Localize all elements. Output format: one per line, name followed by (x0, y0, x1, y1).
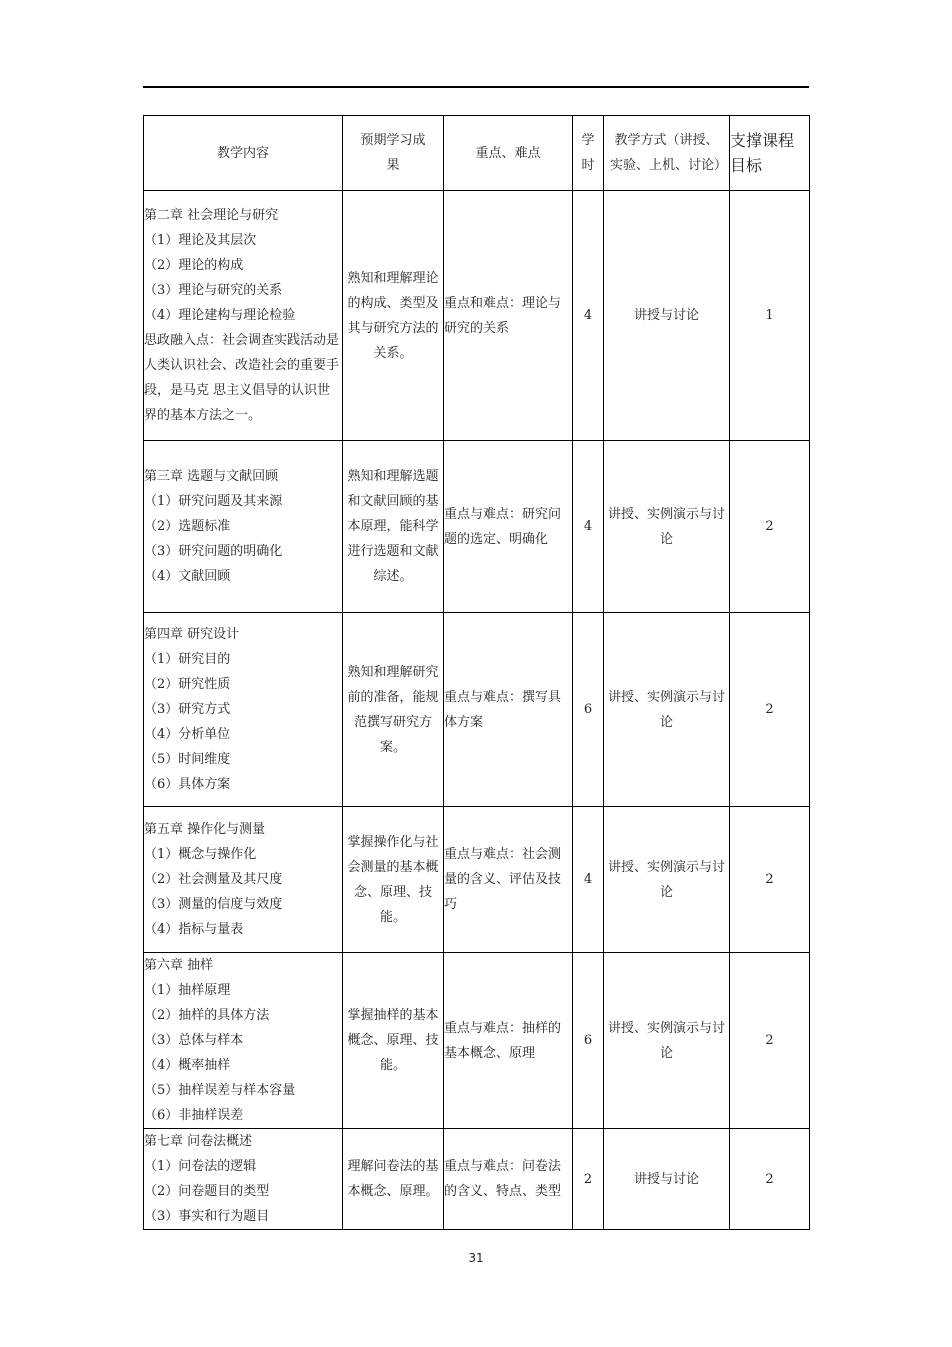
cell-goal: 2 (730, 613, 810, 807)
chapter-item: （4）理论建构与理论检验 (144, 308, 296, 323)
cell-outcome: 掌握操作化与社会测量的基本概念、原理、技能。 (343, 807, 444, 953)
chapter-title: 第七章 问卷法概述 (144, 1134, 253, 1149)
ideology-note: 思政融入点：社会调查实践活动是人类认识社会、改造社会的重要手段，是马克 思主义倡导的认识世界的基本方法之一。 (144, 333, 340, 423)
cell-goal: 1 (730, 191, 810, 441)
cell-key-points: 重点和难点：理论与研究的关系 (444, 191, 573, 441)
chapter-item: （5）抽样误差与样本容量 (144, 1083, 296, 1098)
header-content: 教学内容 (144, 116, 343, 191)
cell-outcome: 掌握抽样的基本概念、原理、技能。 (343, 953, 444, 1129)
chapter-item: （2）选题标准 (144, 519, 231, 534)
table-row (144, 191, 810, 441)
chapter-title: 第二章 社会理论与研究 (144, 208, 279, 223)
cell-content (144, 953, 343, 1129)
cell-outcome: 熟知和理解理论的构成、类型及其与研究方法的关系。 (343, 191, 444, 441)
table-row (144, 953, 810, 1129)
cell-method: 讲授、实例演示与讨论 (604, 441, 730, 613)
cell-content (144, 191, 343, 441)
header-rule (143, 86, 809, 88)
cell-goal: 2 (730, 807, 810, 953)
cell-content (144, 807, 343, 953)
cell-method: 讲授、实例演示与讨论 (604, 807, 730, 953)
syllabus-table (143, 115, 810, 1230)
chapter-item: （3）理论与研究的关系 (144, 283, 283, 298)
cell-key-points: 重点与难点：社会测量的含义、评估及技巧 (444, 807, 573, 953)
page-number: 31 (468, 1251, 484, 1265)
cell-outcome: 理解问卷法的基本概念、原理。 (343, 1129, 444, 1230)
chapter-title: 第五章 操作化与测量 (144, 822, 266, 837)
cell-content (144, 441, 343, 613)
cell-method: 讲授与讨论 (604, 1129, 730, 1230)
chapter-item: （4）文献回顾 (144, 569, 231, 584)
chapter-item: （1）理论及其层次 (144, 233, 257, 248)
chapter-item: （2）研究性质 (144, 677, 231, 692)
chapter-item: （2）抽样的具体方法 (144, 1008, 270, 1023)
cell-content (144, 613, 343, 807)
table-row (144, 613, 810, 807)
cell-hours: 6 (573, 953, 604, 1129)
header-goal: 支撑课程目标 (730, 116, 810, 191)
cell-hours: 4 (573, 807, 604, 953)
chapter-item: （4）概率抽样 (144, 1058, 231, 1073)
chapter-item: （1）问卷法的逻辑 (144, 1159, 257, 1174)
chapter-item: （1）概念与操作化 (144, 847, 257, 862)
cell-key-points: 重点与难点：撰写具体方案 (444, 613, 573, 807)
chapter-item: （1）研究目的 (144, 652, 231, 667)
table-row (144, 807, 810, 953)
chapter-item: （1）研究问题及其来源 (144, 494, 283, 509)
chapter-item: （4）指标与量表 (144, 922, 244, 937)
table-header-row (144, 116, 810, 191)
chapter-item: （4）分析单位 (144, 727, 231, 742)
chapter-item: （2）理论的构成 (144, 258, 244, 273)
cell-method: 讲授、实例演示与讨论 (604, 953, 730, 1129)
cell-outcome: 熟知和理解研究前的准备，能规范撰写研究方案。 (343, 613, 444, 807)
chapter-item: （3）测量的信度与效度 (144, 897, 283, 912)
chapter-item: （3）研究方式 (144, 702, 231, 717)
chapter-item: （6）非抽样误差 (144, 1108, 244, 1123)
chapter-item: （2）问卷题目的类型 (144, 1184, 270, 1199)
cell-key-points: 重点与难点：问卷法的含义、特点、类型 (444, 1129, 573, 1230)
cell-goal: 2 (730, 953, 810, 1129)
cell-hours: 6 (573, 613, 604, 807)
cell-key-points: 重点与难点：抽样的基本概念、原理 (444, 953, 573, 1129)
chapter-item: （2）社会测量及其尺度 (144, 872, 283, 887)
cell-goal: 2 (730, 441, 810, 613)
chapter-title: 第四章 研究设计 (144, 627, 240, 642)
cell-method: 讲授与讨论 (604, 191, 730, 441)
cell-goal: 2 (730, 1129, 810, 1230)
chapter-item: （6）具体方案 (144, 777, 231, 792)
chapter-item: （3）事实和行为题目 (144, 1209, 270, 1224)
cell-hours: 2 (573, 1129, 604, 1230)
table-row (144, 441, 810, 613)
chapter-title: 第六章 抽样 (144, 958, 214, 973)
chapter-item: （5）时间维度 (144, 752, 231, 767)
table-row (144, 1129, 810, 1230)
header-outcome: 预期学习成果 (343, 116, 444, 191)
header-method: 教学方式（讲授、实验、上机、讨论） (604, 116, 730, 191)
chapter-title: 第三章 选题与文献回顾 (144, 469, 279, 484)
header-hours: 学时 (573, 116, 604, 191)
cell-outcome: 熟知和理解选题和文献回顾的基本原理，能科学进行选题和文献综述。 (343, 441, 444, 613)
cell-hours: 4 (573, 441, 604, 613)
chapter-item: （3）总体与样本 (144, 1033, 244, 1048)
cell-content (144, 1129, 343, 1230)
header-key: 重点、难点 (444, 116, 573, 191)
cell-method: 讲授、实例演示与讨论 (604, 613, 730, 807)
cell-hours: 4 (573, 191, 604, 441)
chapter-item: （1）抽样原理 (144, 983, 231, 998)
cell-key-points: 重点与难点：研究问题的选定、明确化 (444, 441, 573, 613)
chapter-item: （3）研究问题的明确化 (144, 544, 283, 559)
